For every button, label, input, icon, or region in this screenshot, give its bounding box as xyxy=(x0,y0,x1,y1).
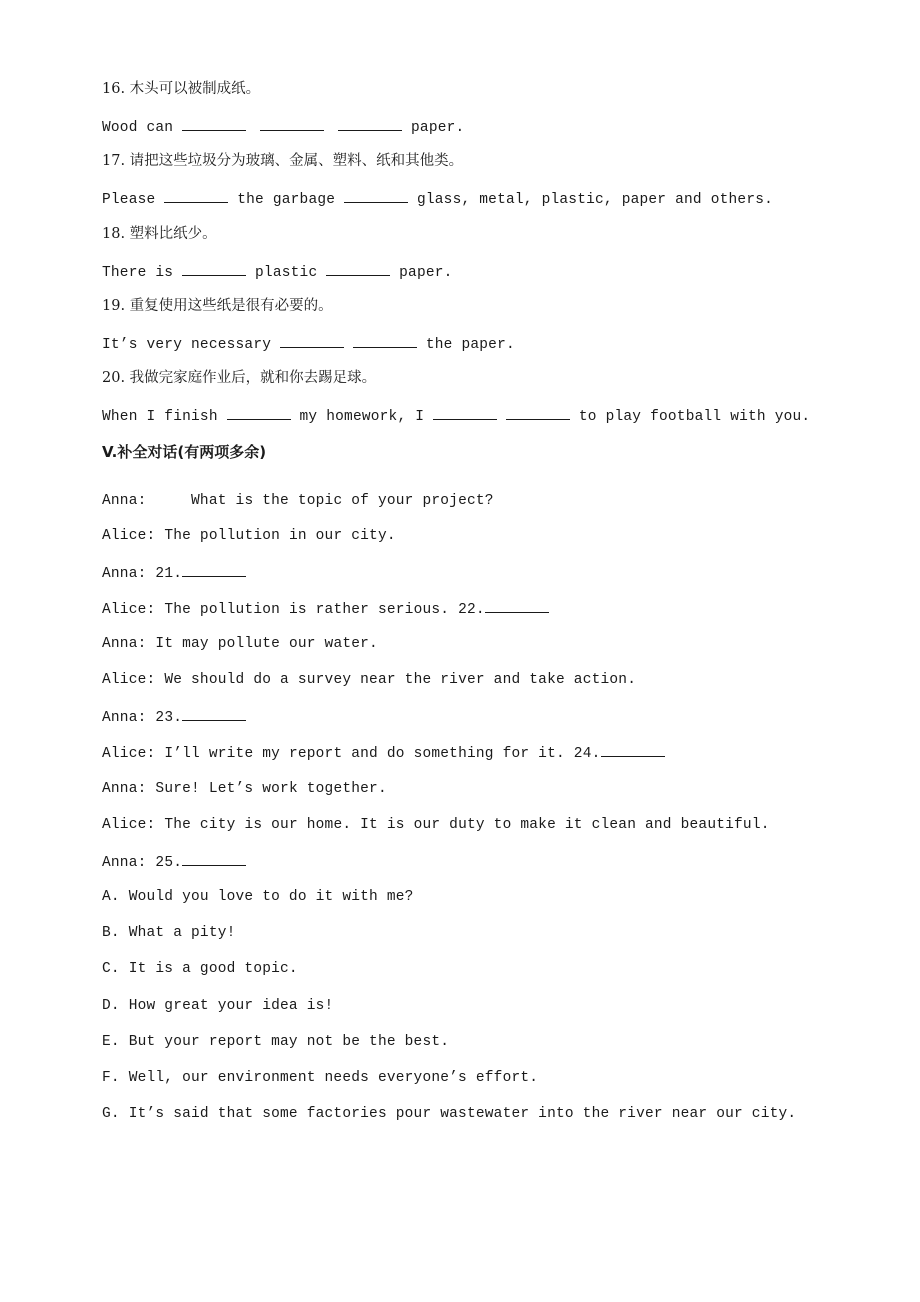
answer-blank[interactable] xyxy=(182,707,246,721)
q17-text-b: the garbage xyxy=(237,192,336,208)
speaker: Alice: xyxy=(102,602,156,618)
speaker: Anna: xyxy=(102,566,147,582)
speaker: Anna: xyxy=(102,710,147,726)
speaker: Anna: xyxy=(102,855,147,871)
dialogue-text: Sure! Let’s work together. xyxy=(155,781,387,797)
answer-blank[interactable] xyxy=(227,406,291,420)
dialogue-text: I’ll write my report and do something for it. 24. xyxy=(164,746,601,762)
dialogue-line xyxy=(102,816,770,834)
answer-blank[interactable] xyxy=(260,117,324,131)
q20-english xyxy=(102,406,810,426)
dialogue-text: 23. xyxy=(155,710,183,726)
answer-blank[interactable] xyxy=(353,334,417,348)
answer-blank[interactable] xyxy=(485,599,549,613)
q16-chinese: 16. 木头可以被制成纸。 xyxy=(102,81,261,97)
dialogue-line xyxy=(102,599,549,619)
q18-english xyxy=(102,262,453,282)
answer-blank[interactable] xyxy=(182,262,246,276)
dialogue-text: 21. xyxy=(155,566,183,582)
q17-english xyxy=(102,189,773,209)
dialogue-text: The city is our home. It is our duty to make it clean and beautiful. xyxy=(164,817,770,833)
q18-text-c: paper. xyxy=(399,265,453,281)
dialogue-line xyxy=(102,563,246,583)
dialogue-line xyxy=(102,635,378,653)
q19-chinese: 19. 重复使用这些纸是很有必要的。 xyxy=(102,298,333,314)
q19-text-a: It’s very necessary xyxy=(102,337,272,353)
speaker: Anna: xyxy=(102,493,147,509)
option-b: B. What a pity! xyxy=(102,925,236,941)
speaker: Alice: xyxy=(102,672,156,688)
answer-blank[interactable] xyxy=(182,852,246,866)
dialogue-text: The pollution is rather serious. 22. xyxy=(164,602,485,618)
q19-text-c: the paper. xyxy=(425,337,515,353)
section-heading: V.补全对话(有两项多余) xyxy=(102,443,267,461)
dialogue-line xyxy=(102,492,494,510)
dialogue-text: What is the topic of your project? xyxy=(191,493,494,509)
answer-blank[interactable] xyxy=(601,743,665,757)
q16-english xyxy=(102,117,464,137)
q20-text-b: my homework, I xyxy=(299,409,425,425)
dialogue-text: 25. xyxy=(155,855,183,871)
answer-blank[interactable] xyxy=(326,262,390,276)
q16-text-b: paper. xyxy=(411,120,465,136)
option-e: E. But your report may not be the best. xyxy=(102,1034,450,1050)
speaker: Anna: xyxy=(102,636,147,652)
dialogue-line xyxy=(102,527,396,545)
option-f: F. Well, our environment needs everyone’s effort. xyxy=(102,1070,539,1086)
answer-blank[interactable] xyxy=(338,117,402,131)
q20-chinese: 20. 我做完家庭作业后，就和你去踢足球。 xyxy=(102,370,377,386)
answer-blank[interactable] xyxy=(280,334,344,348)
option-c: C. It is a good topic. xyxy=(102,961,298,977)
dialogue-line xyxy=(102,852,246,872)
speaker: Alice: xyxy=(102,528,156,544)
answer-blank[interactable] xyxy=(182,563,246,577)
answer-blank[interactable] xyxy=(182,117,246,131)
dialogue-text: We should do a survey near the river and take action. xyxy=(164,672,637,688)
q18-chinese: 18. 塑料比纸少。 xyxy=(102,226,217,242)
speaker: Alice: xyxy=(102,746,156,762)
q20-text-a: When I finish xyxy=(102,409,218,425)
dialogue-line xyxy=(102,707,246,727)
speaker: Anna: xyxy=(102,781,147,797)
q16-text-a: Wood can xyxy=(102,120,174,136)
speaker: Alice: xyxy=(102,817,156,833)
dialogue-line xyxy=(102,780,387,798)
answer-blank[interactable] xyxy=(344,189,408,203)
answer-blank[interactable] xyxy=(164,189,228,203)
answer-blank[interactable] xyxy=(433,406,497,420)
q18-text-a: There is xyxy=(102,265,174,281)
q20-text-c: to play football with you. xyxy=(578,409,811,425)
q17-text-a: Please xyxy=(102,192,156,208)
option-a: A. Would you love to do it with me? xyxy=(102,889,414,905)
q18-text-b: plastic xyxy=(255,265,318,281)
dialogue-text: The pollution in our city. xyxy=(164,528,396,544)
dialogue-line xyxy=(102,743,665,763)
dialogue-text: It may pollute our water. xyxy=(155,636,378,652)
q17-chinese: 17. 请把这些垃圾分为玻璃、金属、塑料、纸和其他类。 xyxy=(102,153,464,169)
option-g: G. It’s said that some factories pour wastewater into the river near our city. xyxy=(102,1106,797,1122)
option-d: D. How great your idea is! xyxy=(102,998,334,1014)
q17-text-c: glass, metal, plastic, paper and others. xyxy=(416,192,774,208)
answer-blank[interactable] xyxy=(506,406,570,420)
q19-english xyxy=(102,334,515,354)
dialogue-line xyxy=(102,671,636,689)
